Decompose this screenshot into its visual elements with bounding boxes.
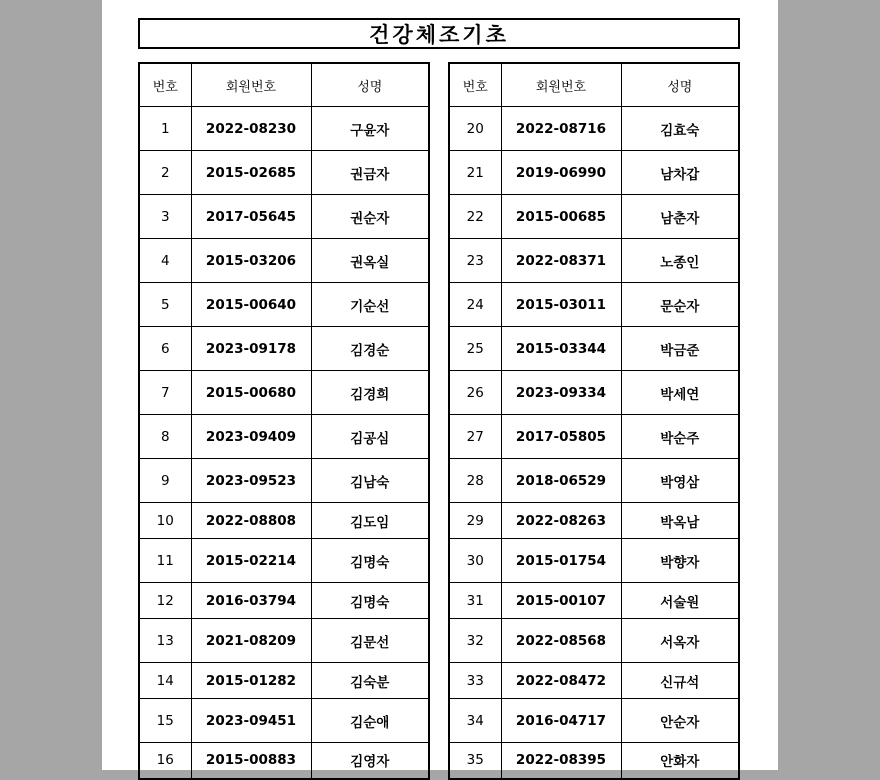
cell-name: 김경희	[311, 371, 429, 415]
cell-name: 박순주	[621, 415, 739, 459]
cell-member-id: 2015-02214	[191, 539, 311, 583]
table-row	[449, 239, 739, 283]
cell-member-id: 2021-08209	[191, 619, 311, 663]
cell-name: 김영자	[311, 743, 429, 779]
cell-member-id: 2015-02685	[191, 151, 311, 195]
cell-member-id: 2022-08230	[191, 107, 311, 151]
header-member-id: 회원번호	[191, 63, 311, 107]
table-row	[139, 619, 429, 663]
table-row	[449, 107, 739, 151]
cell-no: 29	[449, 503, 501, 539]
cell-name: 권순자	[311, 195, 429, 239]
cell-name: 서술원	[621, 583, 739, 619]
cell-no: 5	[139, 283, 191, 327]
cell-member-id: 2023-09451	[191, 699, 311, 743]
cell-member-id: 2016-03794	[191, 583, 311, 619]
cell-name: 남차갑	[621, 151, 739, 195]
cell-name: 김남숙	[311, 459, 429, 503]
cell-name: 김숙분	[311, 663, 429, 699]
table-row	[139, 539, 429, 583]
table-row	[449, 663, 739, 699]
cell-member-id: 2017-05805	[501, 415, 621, 459]
table-row	[449, 195, 739, 239]
header-name: 성명	[311, 63, 429, 107]
table-row	[449, 619, 739, 663]
cell-no: 27	[449, 415, 501, 459]
cell-member-id: 2015-00640	[191, 283, 311, 327]
cell-no: 1	[139, 107, 191, 151]
table-row	[139, 459, 429, 503]
cell-member-id: 2023-09523	[191, 459, 311, 503]
cell-member-id: 2023-09178	[191, 327, 311, 371]
table-row	[139, 503, 429, 539]
table-row	[139, 371, 429, 415]
header-name: 성명	[621, 63, 739, 107]
cell-name: 권옥실	[311, 239, 429, 283]
roster-table-left	[138, 62, 430, 780]
table-row	[449, 503, 739, 539]
cell-name: 안순자	[621, 699, 739, 743]
cell-no: 20	[449, 107, 501, 151]
cell-member-id: 2015-00883	[191, 743, 311, 779]
table-row	[139, 107, 429, 151]
table-row	[449, 583, 739, 619]
header-row	[449, 63, 739, 107]
table-row	[139, 699, 429, 743]
cell-name: 김문선	[311, 619, 429, 663]
cell-name: 박금준	[621, 327, 739, 371]
cell-no: 9	[139, 459, 191, 503]
cell-no: 14	[139, 663, 191, 699]
cell-name: 김순애	[311, 699, 429, 743]
roster-table-right	[448, 62, 740, 780]
table-row	[449, 283, 739, 327]
cell-no: 31	[449, 583, 501, 619]
cell-name: 권금자	[311, 151, 429, 195]
cell-name: 김명숙	[311, 539, 429, 583]
cell-member-id: 2023-09334	[501, 371, 621, 415]
table-row	[139, 195, 429, 239]
table-row	[449, 743, 739, 779]
table-row	[449, 151, 739, 195]
cell-member-id: 2022-08371	[501, 239, 621, 283]
cell-name: 노종인	[621, 239, 739, 283]
cell-name: 서옥자	[621, 619, 739, 663]
cell-member-id: 2023-09409	[191, 415, 311, 459]
table-row	[449, 415, 739, 459]
cell-name: 신규석	[621, 663, 739, 699]
cell-member-id: 2015-03011	[501, 283, 621, 327]
cell-member-id: 2022-08395	[501, 743, 621, 779]
table-row	[139, 283, 429, 327]
cell-member-id: 2016-04717	[501, 699, 621, 743]
cell-no: 4	[139, 239, 191, 283]
table-row	[139, 327, 429, 371]
cell-name: 박향자	[621, 539, 739, 583]
cell-no: 21	[449, 151, 501, 195]
table-row	[449, 371, 739, 415]
cell-member-id: 2015-00107	[501, 583, 621, 619]
cell-no: 7	[139, 371, 191, 415]
cell-no: 2	[139, 151, 191, 195]
cell-no: 13	[139, 619, 191, 663]
cell-name: 구윤자	[311, 107, 429, 151]
cell-no: 32	[449, 619, 501, 663]
table-row	[139, 151, 429, 195]
header-no: 번호	[449, 63, 501, 107]
header-member-id: 회원번호	[501, 63, 621, 107]
cell-member-id: 2022-08568	[501, 619, 621, 663]
cell-no: 22	[449, 195, 501, 239]
header-no: 번호	[139, 63, 191, 107]
cell-name: 남춘자	[621, 195, 739, 239]
cell-no: 30	[449, 539, 501, 583]
cell-member-id: 2015-03206	[191, 239, 311, 283]
table-row	[449, 459, 739, 503]
cell-name: 김공심	[311, 415, 429, 459]
table-row	[139, 663, 429, 699]
cell-member-id: 2022-08472	[501, 663, 621, 699]
cell-no: 16	[139, 743, 191, 779]
cell-name: 기순선	[311, 283, 429, 327]
cell-no: 3	[139, 195, 191, 239]
cell-no: 28	[449, 459, 501, 503]
cell-no: 35	[449, 743, 501, 779]
cell-member-id: 2022-08808	[191, 503, 311, 539]
table-row	[139, 415, 429, 459]
cell-name: 김도임	[311, 503, 429, 539]
cell-name: 박영삼	[621, 459, 739, 503]
cell-no: 25	[449, 327, 501, 371]
table-row	[449, 699, 739, 743]
cell-no: 10	[139, 503, 191, 539]
cell-member-id: 2022-08716	[501, 107, 621, 151]
cell-member-id: 2019-06990	[501, 151, 621, 195]
cell-member-id: 2018-06529	[501, 459, 621, 503]
table-row	[449, 539, 739, 583]
cell-name: 박옥남	[621, 503, 739, 539]
document-page	[102, 0, 778, 770]
document-title: 건강체조기초	[138, 18, 740, 49]
cell-member-id: 2015-01754	[501, 539, 621, 583]
cell-name: 김효숙	[621, 107, 739, 151]
table-row	[139, 743, 429, 779]
cell-member-id: 2017-05645	[191, 195, 311, 239]
cell-name: 안화자	[621, 743, 739, 779]
cell-member-id: 2015-03344	[501, 327, 621, 371]
cell-name: 김경순	[311, 327, 429, 371]
cell-no: 15	[139, 699, 191, 743]
table-row	[449, 327, 739, 371]
cell-no: 33	[449, 663, 501, 699]
cell-member-id: 2015-01282	[191, 663, 311, 699]
cell-member-id: 2015-00680	[191, 371, 311, 415]
cell-no: 11	[139, 539, 191, 583]
header-row	[139, 63, 429, 107]
cell-name: 문순자	[621, 283, 739, 327]
table-row	[139, 583, 429, 619]
cell-no: 24	[449, 283, 501, 327]
cell-member-id: 2015-00685	[501, 195, 621, 239]
cell-no: 26	[449, 371, 501, 415]
table-row	[139, 239, 429, 283]
cell-no: 6	[139, 327, 191, 371]
cell-name: 박세연	[621, 371, 739, 415]
cell-name: 김명숙	[311, 583, 429, 619]
cell-no: 8	[139, 415, 191, 459]
cell-no: 12	[139, 583, 191, 619]
cell-no: 23	[449, 239, 501, 283]
cell-no: 34	[449, 699, 501, 743]
cell-member-id: 2022-08263	[501, 503, 621, 539]
